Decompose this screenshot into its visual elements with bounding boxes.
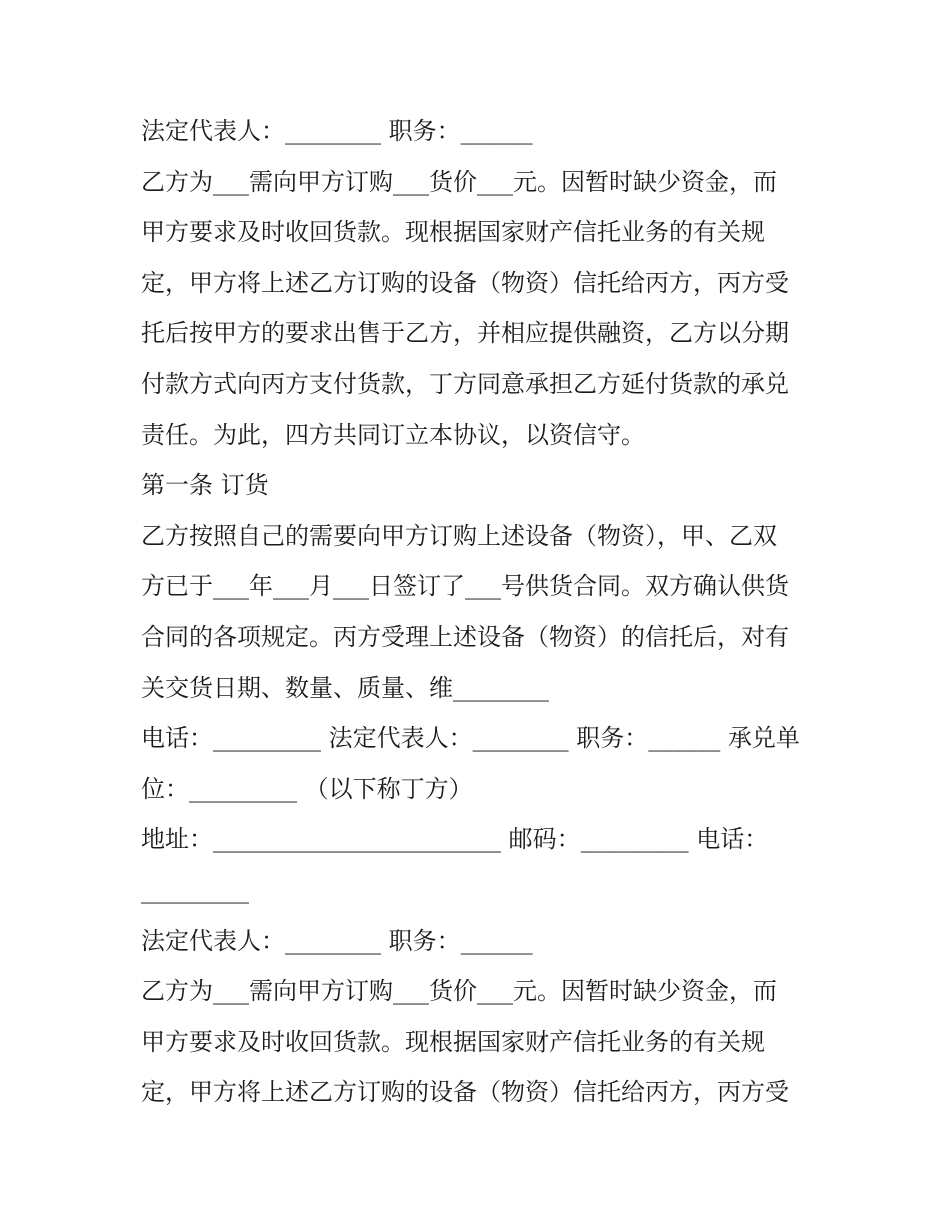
text-line: 方已于___年___月___日签订了___号供货合同。双方确认供货 [141, 572, 789, 601]
text-line: 合同的各项规定。丙方受理上述设备（物资）的信托后，对有 [141, 622, 789, 651]
text-line: 付款方式向丙方支付货款，丁方同意承担乙方延付货款的承兑 [141, 369, 789, 398]
text-line: 甲方要求及时收回货款。现根据国家财产信托业务的有关规 [141, 218, 765, 247]
text-line: 乙方为___需向甲方订购___货价___元。因暂时缺少资金，而 [141, 167, 777, 196]
text-line: 地址：________________________ 邮码：_________ 电话： [141, 825, 769, 854]
text-line: 责任。为此，四方共同订立本协议，以资信守。 [141, 420, 645, 449]
text-line: 位：_________ （以下称丁方） [141, 774, 473, 803]
text-line: 乙方为___需向甲方订购___货价___元。因暂时缺少资金，而 [141, 977, 777, 1006]
document-body [141, 106, 821, 1118]
text-line: 定，甲方将上述乙方订购的设备（物资）信托给丙方，丙方受 [141, 268, 789, 297]
text-line: _________ [141, 875, 249, 904]
text-line: 甲方要求及时收回货款。现根据国家财产信托业务的有关规 [141, 1027, 765, 1056]
text-line: 托后按甲方的要求出售于乙方，并相应提供融资，乙方以分期 [141, 319, 789, 348]
text-line: 乙方按照自己的需要向甲方订购上述设备（物资），甲、乙双 [141, 521, 777, 550]
text-line: 法定代表人：________ 职务：______ [141, 926, 533, 955]
text-line: 定，甲方将上述乙方订购的设备（物资）信托给丙方，丙方受 [141, 1078, 789, 1107]
text-line: 法定代表人：________ 职务：______ [141, 117, 533, 145]
section-heading: 第一条 订货 [141, 471, 269, 500]
text-line: 关交货日期、数量、质量、维________ [141, 673, 549, 702]
text-line: 电话：_________ 法定代表人：________ 职务：______ 承兑单 [141, 724, 800, 753]
